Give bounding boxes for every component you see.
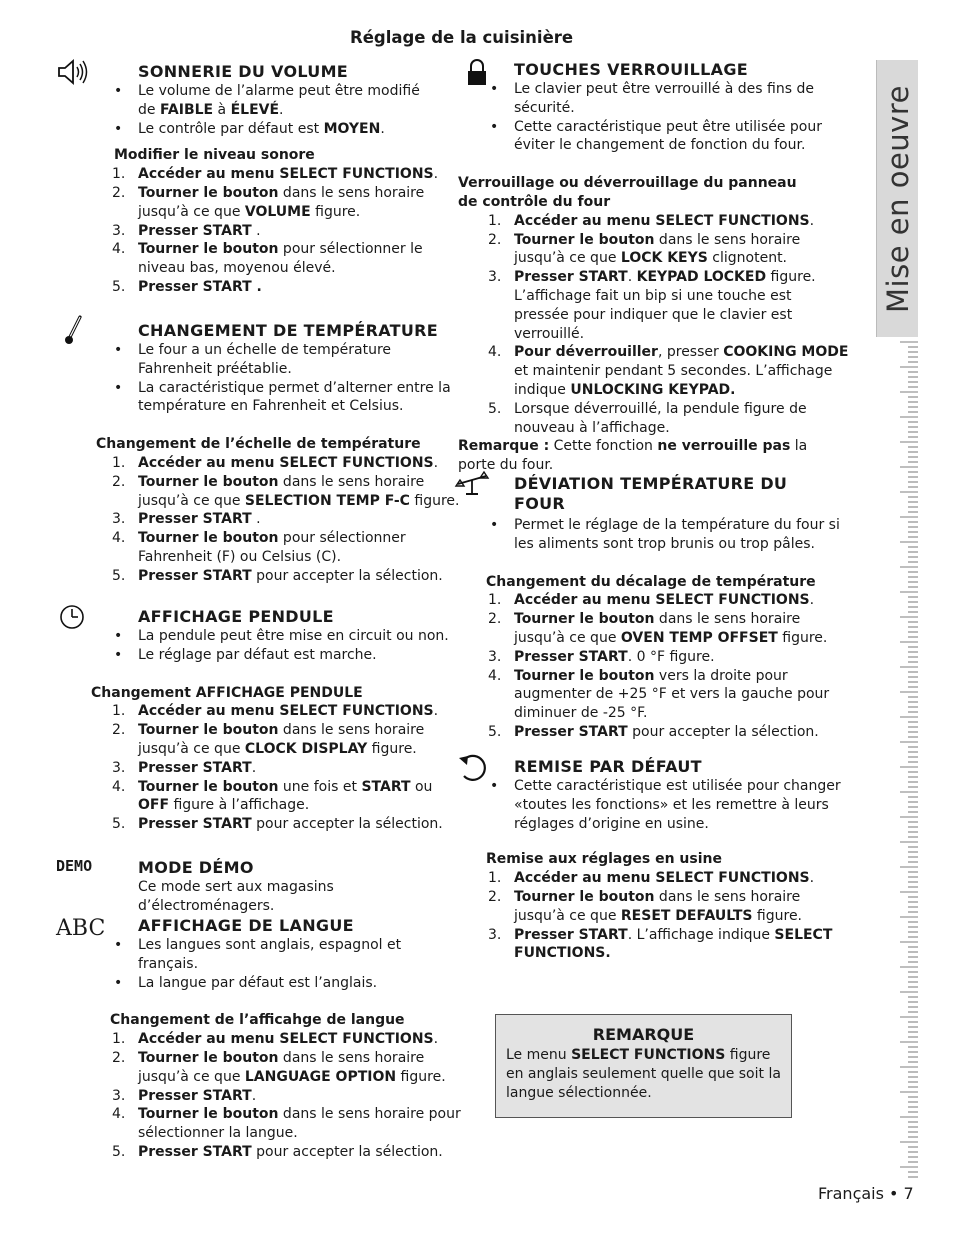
subsection-title: Changement AFFICHAGE PENDULE: [91, 684, 363, 701]
section-text: Ce mode sert aux magasins d’électroménagers.: [138, 879, 334, 914]
step-item: 2. Tourner le bouton dans le sens horaire jusqu’à ce que VOLUME figure.: [112, 184, 425, 220]
step-item: 3. Presser START .: [112, 222, 261, 239]
step-item: 1. Accéder au menu SELECT FUNCTIONS.: [488, 870, 815, 887]
lock-section: [458, 60, 850, 475]
step-item: 4. Tourner le bouton dans le sens horaire pour sélectionner la langue.: [112, 1106, 461, 1142]
section-title: REMISE PAR DÉFAUT: [514, 757, 702, 776]
offset-section: [486, 474, 842, 742]
section-title: DÉVIATION TEMPÉRATURE DU FOUR: [514, 474, 788, 513]
remark-text: Remarque : Cette fonction ne verrouille pas la porte du four.: [458, 438, 808, 474]
step-item: 1. Accéder au menu SELECT FUNCTIONS.: [112, 166, 439, 183]
note-title: REMARQUE: [592, 1025, 695, 1044]
section-title: AFFICHAGE PENDULE: [138, 607, 334, 626]
list-item: • Permet le réglage de la température du four si les aliments sont trop brunis ou trop pâles.: [490, 516, 842, 554]
section-title: CHANGEMENT DE TEMPÉRATURE: [138, 321, 439, 340]
step-item: 4. Tourner le bouton une fois et START ou OFF figure à l’affichage.: [112, 778, 433, 814]
step-item: 1. Accéder au menu SELECT FUNCTIONS.: [112, 454, 439, 471]
step-item: 3. Presser START.: [112, 759, 257, 776]
note-box: [495, 1014, 792, 1118]
step-item: 4. Tourner le bouton pour sélectionner le niveau bas, moyenou élevé.: [112, 241, 423, 277]
list-item: • Cette caractéristique est utilisée pour changer «toutes les fonctions» et les remettre à leurs réglages d’origine en usine.: [490, 777, 842, 833]
section-tab-label: Mise en oeuvre: [880, 84, 915, 313]
section-tab: [876, 60, 918, 337]
lock-icon: [464, 58, 490, 88]
step-item: 5. Lorsque déverrouillé, la pendule figure de nouveau à l’affichage.: [488, 400, 807, 436]
step-item: 1. Accéder au menu SELECT FUNCTIONS.: [112, 1031, 439, 1048]
step-item: 2. Tourner le bouton dans le sens horaire jusqu’à ce que CLOCK DISPLAY figure.: [112, 722, 425, 757]
section-title: TOUCHES VERROUILLAGE: [514, 60, 748, 79]
list-item: • La langue par défaut est l’anglais.: [114, 974, 464, 993]
subsection-title: Remise aux réglages en usine: [486, 851, 722, 868]
section-title: MODE DÉMO: [138, 858, 254, 877]
ruler-decoration: [896, 340, 918, 1180]
step-item: 5. Presser START pour accepter la sélection.: [112, 816, 443, 833]
list-item: • Le four a un échelle de température Fahrenheit préétablie.: [114, 341, 464, 379]
step-item: 3. Presser START. KEYPAD LOCKED figure. L’affichage fait un bip si une touche est pressée pour indiquer que le clavier est verrouillé.: [488, 269, 816, 342]
section-title: SONNERIE DU VOLUME: [138, 62, 349, 81]
step-item: 2. Tourner le bouton dans le sens horaire jusqu’à ce que OVEN TEMP OFFSET figure.: [488, 611, 828, 646]
step-item: 3. Presser START .: [112, 511, 261, 528]
step-item: 5. Presser START .: [112, 278, 262, 295]
step-item: 2. Tourner le bouton dans le sens horaire jusqu’à ce que RESET DEFAULTS figure.: [488, 888, 803, 924]
abc-icon: ABC: [56, 916, 106, 941]
page-title: Réglage de la cuisinière: [350, 28, 574, 47]
list-item: • Les langues sont anglais, espagnol et français.: [114, 936, 464, 974]
step-item: 1. Accéder au menu SELECT FUNCTIONS.: [112, 703, 439, 720]
subsection-title: Changement du décalage de température: [486, 573, 816, 590]
step-item: 5. Presser START pour accepter la sélection.: [112, 567, 443, 584]
speaker-icon: [56, 58, 90, 86]
page-footer: Français • 7: [818, 1184, 914, 1203]
step-item: 1. Accéder au menu SELECT FUNCTIONS.: [488, 592, 815, 609]
temperature-section: [96, 321, 464, 586]
list-item: • La caractéristique permet d’alterner entre la température en Fahrenheit et Celsius.: [114, 379, 464, 417]
subsection-title: Modifier le niveau sonore: [114, 147, 315, 164]
list-item: • La pendule peut être mise en circuit ou non.: [114, 627, 464, 646]
step-item: 2. Tourner le bouton dans le sens horaire jusqu’à ce que LANGUAGE OPTION figure.: [112, 1049, 446, 1085]
clock-icon: [58, 603, 86, 631]
clock-section: [91, 607, 464, 834]
step-item: 3. Presser START. 0 °F figure.: [488, 648, 715, 665]
list-item: • Le réglage par défaut est marche.: [114, 646, 464, 665]
language-section: [110, 916, 464, 1162]
step-item: 5. Presser START pour accepter la sélection.: [112, 1143, 443, 1160]
step-item: 1. Accéder au menu SELECT FUNCTIONS.: [488, 212, 815, 229]
step-item: 3. Presser START. L’affichage indique SELECT FUNCTIONS.: [488, 926, 833, 962]
note-text: Le menu SELECT FUNCTIONS figure en anglais seulement quelle que soit la langue sélectionnée.: [506, 1047, 781, 1101]
list-item: • Le contrôle par défaut est MOYEN.: [114, 120, 464, 139]
section-title: AFFICHAGE DE LANGUE: [138, 916, 354, 935]
list-item: • Le clavier peut être verrouillé à des fins de sécurité.: [490, 80, 850, 118]
step-item: 4. Tourner le bouton vers la droite pour augmenter de +25 °F et vers la gauche pour diminuer de -25 °F.: [488, 667, 830, 722]
subsection-title: Changement de l’échelle de température: [96, 436, 421, 453]
thermometer-icon: [62, 315, 86, 347]
step-item: 4. Tourner le bouton pour sélectionner Fahrenheit (F) ou Celsius (C).: [112, 530, 406, 565]
step-item: 2. Tourner le bouton dans le sens horaire jusqu’à ce que LOCK KEYS clignotent.: [488, 231, 801, 267]
demo-section: [114, 858, 474, 916]
subsection-title: Changement de l’afficahge de langue: [110, 1012, 405, 1029]
subsection-title: Verrouillage ou déverrouillage du panneau de contrôle du four: [458, 175, 797, 210]
step-item: 5. Presser START pour accepter la sélection.: [488, 723, 819, 740]
list-item: • Cette caractéristique peut être utilisée pour éviter le changement de fonction du four.: [490, 118, 850, 156]
demo-icon: DEMO: [56, 857, 93, 875]
volume-section: [114, 60, 464, 297]
reset-section: [486, 757, 842, 963]
step-item: 2. Tourner le bouton dans le sens horaire jusqu’à ce que SELECTION TEMP F-C figure.: [112, 473, 460, 509]
step-item: 4. Pour déverrouiller, presser COOKING MODE et maintenir pendant 5 secondes. L’affichage indique UNLOCKING KEYPAD.: [488, 344, 849, 398]
list-item: • Le volume de l’alarme peut être modifié de FAIBLE à ÉLEVÉ.: [114, 82, 464, 120]
step-item: 3. Presser START.: [112, 1087, 257, 1104]
